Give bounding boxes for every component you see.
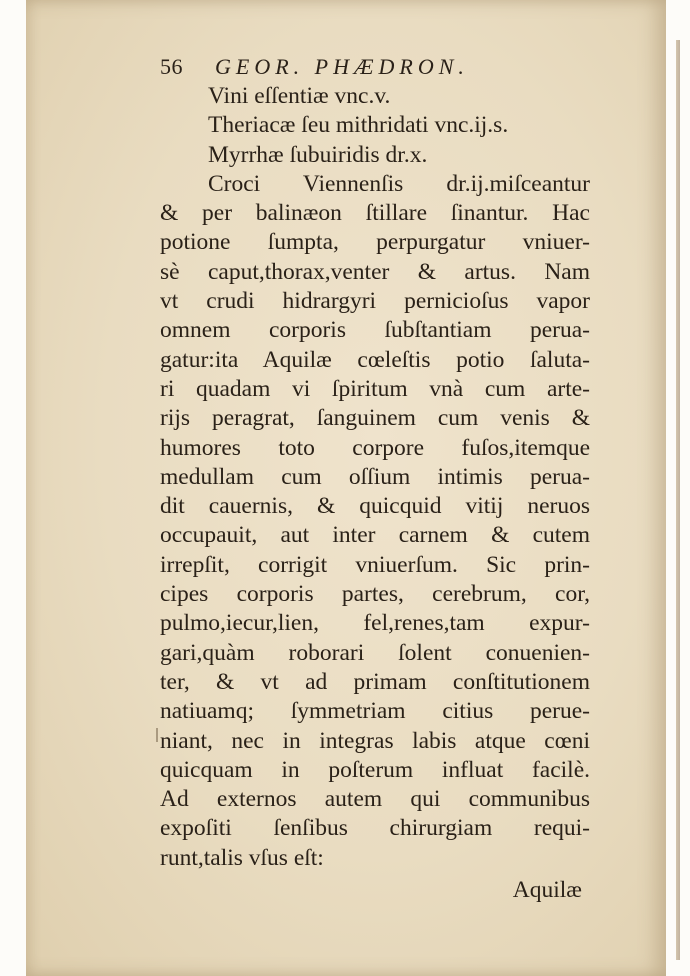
text-line-12: rijs peragrat, ſanguinem cum venis &	[160, 405, 590, 432]
text-line-22: natiuamq; ſymmetriam citius perue-	[160, 698, 590, 725]
text-line-24: quicquam in poſterum influat facilè.	[160, 756, 590, 783]
text-line-8: vt crudi hidrargyri pernicioſus vapor	[160, 288, 590, 315]
text-line-17: irrepſit, corrigit vniuerſum. Sic prin-	[160, 551, 590, 578]
text-line-18: cipes corporis partes, cerebrum, cor,	[160, 581, 590, 608]
recipe-line-4: Croci Viennenſis dr.ij.miſceantur	[208, 170, 590, 197]
text-line-13: humores toto corpore fuſos,itemque	[160, 434, 590, 461]
text-line-26: expoſiti ſenſibus chirurgiam requi-	[160, 815, 590, 842]
margin-mark	[156, 728, 158, 742]
text-line-7: sè caput,thorax,venter & artus. Nam	[160, 258, 590, 285]
text-line-20: gari,quàm roborari ſolent conuenien-	[160, 639, 590, 666]
text-line-27: runt,talis vſus eſt:	[160, 844, 324, 871]
recipe-line-3: Myrrhæ ſubuiridis dr.x.	[208, 141, 428, 168]
text-line-25: Ad externos autem qui communibus	[160, 786, 590, 813]
page-number: 56	[160, 54, 183, 79]
text-line-14: medullam cum oſſium intimis perua-	[160, 463, 590, 490]
text-block	[160, 52, 590, 905]
text-line-10: gatur:ita Aquilæ cœleſtis potio ſaluta-	[160, 346, 590, 373]
text-line-23: niant, nec in integras labis atque cœni	[160, 727, 590, 754]
page-header	[160, 52, 590, 82]
recipe-line-2: Theriacæ ſeu mithridati vnc.ij.s.	[208, 112, 509, 139]
text-line-19: pulmo,iecur,lien, fel,renes,tam expur-	[160, 610, 590, 637]
text-line-11: ri quadam vi ſpiritum vnà cum arte-	[160, 375, 590, 402]
running-head: GEOR. PHÆDRON.	[215, 54, 469, 79]
text-line-16: occupauit, aut inter carnem & cutem	[160, 522, 590, 549]
text-line-9: omnem corporis ſubſtantiam perua-	[160, 317, 590, 344]
text-line-5: & per balinæon ſtillare ſinantur. Hac	[160, 200, 590, 227]
text-line-21: ter, & vt ad primam conſtitutionem	[160, 668, 590, 695]
recipe-line-1: Vini eſſentiæ vnc.v.	[208, 83, 391, 109]
catchword: Aquilæ	[512, 877, 582, 904]
page-edge-shadow	[676, 40, 680, 960]
text-line-15: dit cauernis, & quicquid vitij neruos	[160, 493, 590, 520]
text-line-6: potione ſumpta, perpurgatur vniuer-	[160, 229, 590, 256]
